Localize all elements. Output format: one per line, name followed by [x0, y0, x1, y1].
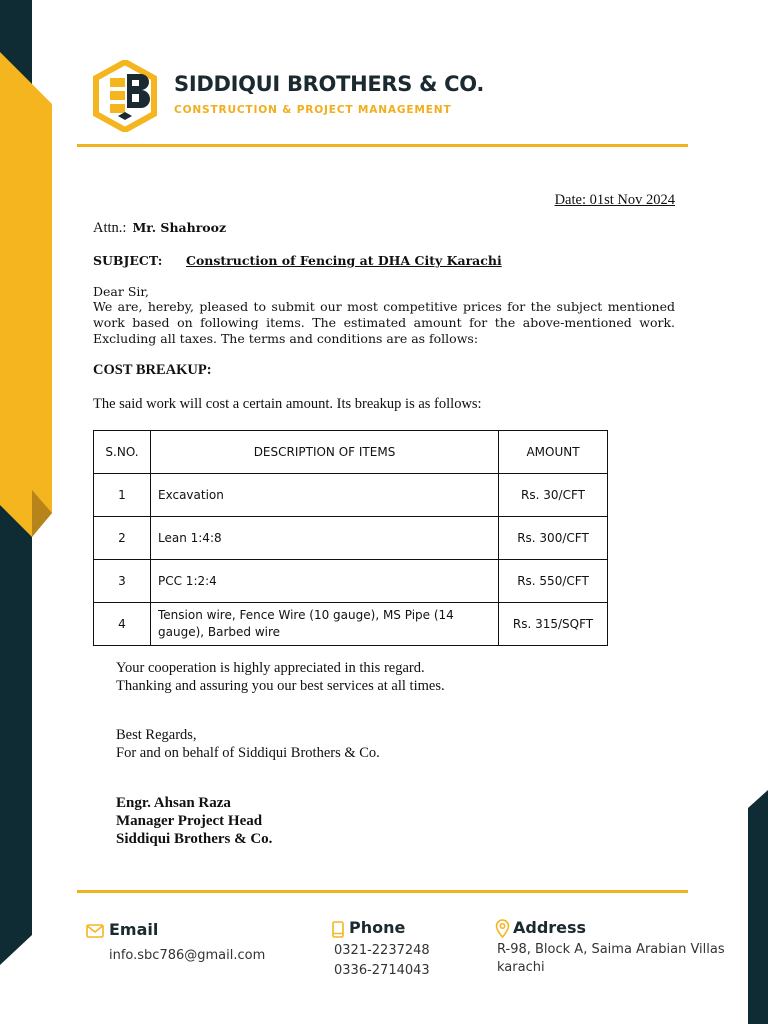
- cell-description: Lean 1:4:8: [151, 517, 499, 560]
- table-row: [94, 560, 608, 603]
- cell-description: PCC 1:2:4: [151, 560, 499, 603]
- address-line-1: R-98, Block A, Saima Arabian Villas: [497, 942, 725, 957]
- salutation: Dear Sir,: [93, 284, 149, 299]
- cost-breakup-table: [93, 430, 608, 646]
- email-label: Email: [109, 920, 159, 939]
- column-header-sno: S.NO.: [94, 431, 151, 474]
- column-header-amount: AMOUNT: [499, 431, 608, 474]
- header-divider: [77, 144, 688, 147]
- company-tagline: CONSTRUCTION & PROJECT MANAGEMENT: [174, 104, 452, 116]
- closing-line-assurance: Thanking and assuring you our best services at all times.: [116, 677, 445, 694]
- cell-amount: Rs. 30/CFT: [499, 474, 608, 517]
- phone-number-2[interactable]: 0336-2714043: [334, 963, 430, 978]
- email-address[interactable]: info.sbc786@gmail.com: [109, 948, 266, 963]
- cell-amount: Rs. 550/CFT: [499, 560, 608, 603]
- cell-sno: 1: [94, 474, 151, 517]
- phone-number-1[interactable]: 0321-2237248: [334, 943, 430, 958]
- attention-line: [93, 220, 226, 237]
- phone-label: Phone: [349, 918, 406, 937]
- table-row: [94, 474, 608, 517]
- table-row: [94, 603, 608, 646]
- company-name: SIDDIQUI BROTHERS & CO.: [174, 72, 485, 96]
- signatory-company: Siddiqui Brothers & Co.: [116, 831, 273, 847]
- cell-description: Tension wire, Fence Wire (10 gauge), MS Pipe (14 gauge), Barbed wire: [151, 603, 499, 646]
- signatory-name: Engr. Ahsan Raza: [116, 795, 231, 811]
- address-label: Address: [513, 918, 587, 937]
- footer-divider: [77, 890, 688, 893]
- signature-block: [116, 794, 272, 848]
- cell-description: Excavation: [151, 474, 499, 517]
- letter-date: Date: 01st Nov 2024: [554, 192, 675, 208]
- column-header-description: DESCRIPTION OF ITEMS: [151, 431, 499, 474]
- address-line-2: karachi: [497, 960, 545, 975]
- subject-label: SUBJECT:: [93, 253, 163, 268]
- cost-breakup-intro: The said work will cost a certain amount. Its breakup is as follows:: [93, 396, 482, 412]
- closing-lines: [116, 660, 445, 695]
- subject-line: [93, 253, 502, 268]
- company-logo-icon: [92, 60, 158, 132]
- envelope-icon: [86, 924, 104, 938]
- closing-line-appreciation: Your cooperation is highly appreciated in this regard.: [116, 660, 425, 676]
- cell-sno: 3: [94, 560, 151, 603]
- cell-amount: Rs. 315/SQFT: [499, 603, 608, 646]
- cell-sno: 4: [94, 603, 151, 646]
- cost-breakup-heading: COST BREAKUP:: [93, 362, 212, 378]
- cell-sno: 2: [94, 517, 151, 560]
- signatory-title: Manager Project Head: [116, 813, 263, 829]
- location-pin-icon: [495, 919, 510, 938]
- regards-block: [116, 727, 380, 762]
- attn-label: Attn.:: [93, 220, 127, 236]
- phone-icon: [332, 921, 344, 938]
- table-header-row: [94, 431, 608, 474]
- cell-amount: Rs. 300/CFT: [499, 517, 608, 560]
- table-row: [94, 517, 608, 560]
- behalf-text: For and on behalf of Siddiqui Brothers & Co.: [116, 744, 380, 761]
- attn-name: Mr. Shahrooz: [132, 220, 227, 235]
- subject-text: Construction of Fencing at DHA City Karachi: [186, 253, 502, 268]
- regards-text: Best Regards,: [116, 727, 197, 743]
- intro-paragraph: We are, hereby, pleased to submit our most competitive prices for the subject mentioned work based on following items. The estimated amount for the above-mentioned work. Excluding all taxes. The terms and conditions are as follows:: [93, 299, 675, 346]
